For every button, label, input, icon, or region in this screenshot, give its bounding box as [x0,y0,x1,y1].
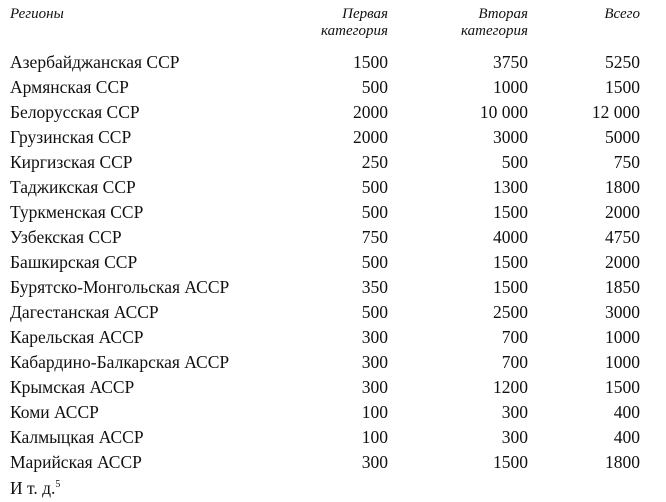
cell-first-category: 100 [361,402,388,422]
header-second-line2: категория [461,23,528,39]
cell-region: Крымская АССР [10,377,135,397]
table-row [10,400,640,425]
table-row [10,300,640,325]
cell-total: 5000 [605,127,640,147]
cell-first-category: 2000 [353,102,388,122]
cell-first-category: 300 [361,377,388,397]
table-body [10,50,640,475]
cell-first-category: 500 [361,302,388,322]
cell-total: 1850 [605,277,640,297]
header-total-label: Всего [604,6,640,22]
table-row [10,125,640,150]
cell-total: 5250 [605,52,640,72]
cell-region: Калмыцкая АССР [10,427,144,447]
cell-total: 750 [613,152,640,172]
cell-second-category: 4000 [493,227,528,247]
footnote-ref: 5 [55,479,61,490]
cell-first-category: 2000 [353,127,388,147]
cell-region: Марийская АССР [10,452,142,472]
cell-region: Азербайджанская ССР [10,52,180,72]
table-row [10,75,640,100]
cell-region: Коми АССР [10,402,99,422]
cell-total: 1500 [605,77,640,97]
cell-total: 400 [613,427,640,447]
table-row [10,450,640,475]
table-row [10,250,640,275]
cell-region: Киргизская ССР [10,152,133,172]
footnote [10,476,60,500]
cell-total: 1800 [605,177,640,197]
header-total [528,6,640,50]
header-first-category [290,6,388,50]
cell-second-category: 300 [501,402,528,422]
table-row [10,425,640,450]
cell-second-category: 1300 [493,177,528,197]
cell-second-category: 1500 [493,202,528,222]
table-row [10,50,640,75]
cell-region: Карельская АССР [10,327,144,347]
table-row [10,375,640,400]
cell-second-category: 500 [501,152,528,172]
cell-first-category: 750 [361,227,388,247]
cell-first-category: 500 [361,77,388,97]
cell-second-category: 3000 [493,127,528,147]
cell-first-category: 500 [361,252,388,272]
cell-first-category: 500 [361,177,388,197]
cell-region: Грузинская ССР [10,127,132,147]
header-second-line1: Вторая [478,6,528,22]
cell-second-category: 300 [501,427,528,447]
cell-region: Дагестанская АССР [10,302,159,322]
table-row [10,150,640,175]
table-row [10,275,640,300]
header-row [10,6,640,50]
cell-total: 1000 [605,327,640,347]
cell-total: 1800 [605,452,640,472]
cell-first-category: 500 [361,202,388,222]
cell-total: 2000 [605,252,640,272]
header-first-line2: категория [321,23,388,39]
header-first-line1: Первая [342,6,388,22]
cell-first-category: 300 [361,352,388,372]
cell-first-category: 350 [361,277,388,297]
cell-total: 3000 [605,302,640,322]
cell-first-category: 300 [361,452,388,472]
cell-first-category: 250 [361,152,388,172]
cell-second-category: 1000 [493,77,528,97]
cell-region: Армянская ССР [10,77,129,97]
cell-second-category: 1500 [493,277,528,297]
table-header [10,6,640,50]
cell-second-category: 1500 [493,252,528,272]
cell-second-category: 700 [501,327,528,347]
cell-total: 400 [613,402,640,422]
cell-second-category: 1500 [493,452,528,472]
cell-total: 4750 [605,227,640,247]
cell-second-category: 3750 [493,52,528,72]
cell-total: 12 000 [591,102,640,122]
footnote-text: И т. д. [10,478,56,498]
cell-region: Таджикская ССР [10,177,136,197]
cell-second-category: 1200 [493,377,528,397]
table-row [10,200,640,225]
cell-region: Туркменская ССР [10,202,144,222]
cell-first-category: 1500 [353,52,388,72]
cell-region: Башкирская ССР [10,252,138,272]
cell-second-category: 700 [501,352,528,372]
header-region [10,6,290,50]
cell-second-category: 10 000 [479,102,528,122]
table-row [10,225,640,250]
table-row [10,100,640,125]
cell-total: 1500 [605,377,640,397]
cell-total: 2000 [605,202,640,222]
cell-region: Узбекская ССР [10,227,122,247]
cell-region: Бурятско-Монгольская АССР [10,277,230,297]
cell-second-category: 2500 [493,302,528,322]
header-region-label: Регионы [10,6,64,22]
cell-region: Кабардино-Балкарская АССР [10,352,230,372]
regions-table [10,6,640,475]
table-row [10,325,640,350]
cell-total: 1000 [605,352,640,372]
cell-first-category: 100 [361,427,388,447]
header-second-category [388,6,528,50]
cell-region: Белорусская ССР [10,102,140,122]
table-row [10,350,640,375]
table-row [10,175,640,200]
cell-first-category: 300 [361,327,388,347]
